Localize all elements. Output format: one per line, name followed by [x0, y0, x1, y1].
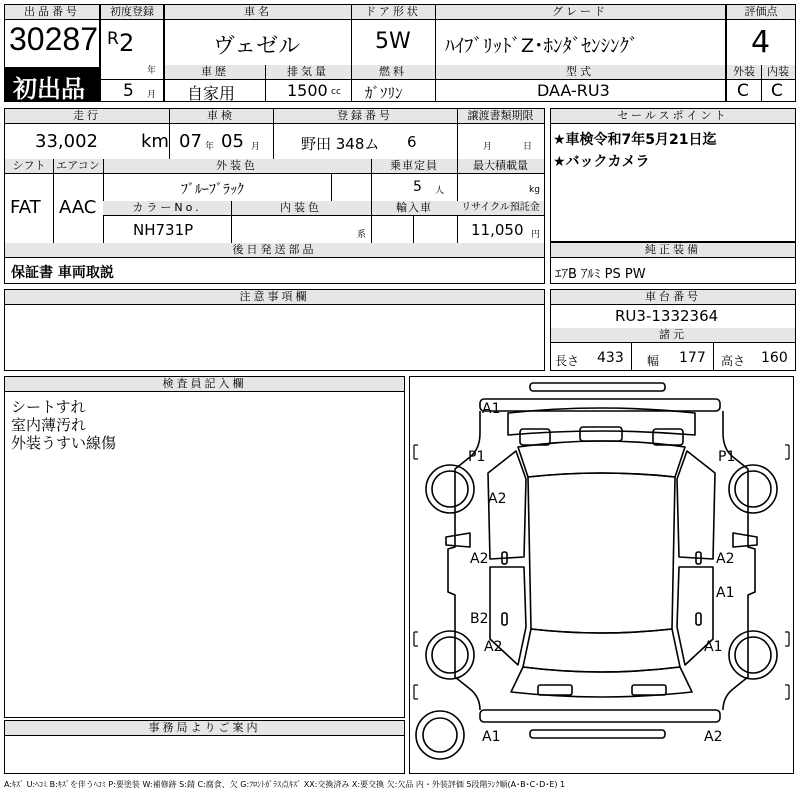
capacity-unit: 人: [435, 186, 445, 196]
inspection-month: 05: [221, 131, 244, 152]
chassis-number: RU3-1332364: [615, 307, 719, 325]
lot-label: 出品番号: [5, 5, 99, 20]
registration-month: 5: [123, 81, 134, 101]
history-divider: [265, 65, 266, 101]
length-divider: [631, 342, 632, 370]
mark-rear-bumper-right: A2: [704, 729, 723, 745]
name-label: 車名: [165, 5, 351, 20]
interior-color-divider: [371, 201, 372, 243]
import-label: 輸入車: [371, 201, 457, 216]
mark-rear-bumper-left: A1: [482, 729, 501, 745]
sales-point-label: セールスポイント: [551, 109, 795, 124]
mark-left-front-door: A2: [470, 551, 489, 567]
mileage-unit: km: [141, 131, 169, 152]
sales-point-1: ★車検令和7年5月21日迄: [553, 132, 717, 148]
mark-right-front-fender: P1: [718, 449, 736, 465]
notes-box: [4, 289, 545, 371]
inspector-note-2: 室内薄汚れ: [11, 416, 87, 434]
inspection-month-unit: 月: [251, 142, 261, 152]
inspector-note-3: 外装うすい線傷: [11, 434, 117, 452]
score-value: 4: [751, 25, 771, 60]
import-inner-divider: [413, 215, 414, 243]
load-unit: kg: [529, 185, 540, 195]
chassis-label: 車台番号: [551, 290, 795, 305]
registration-month-unit: 月: [147, 90, 157, 100]
mark-left-front-fender: P1: [468, 449, 486, 465]
door-divider: [435, 5, 436, 65]
width-value: 177: [679, 350, 706, 366]
color-no-divider: [231, 201, 232, 243]
specs-label: 諸元: [551, 328, 795, 343]
door-label: ドア形状: [351, 5, 435, 20]
plate-number: 6: [407, 133, 417, 151]
score-label: 評価点: [727, 5, 795, 20]
inspection-year: 07: [179, 131, 202, 152]
registration-label: 初度登録: [101, 5, 163, 20]
displacement-unit: cc: [331, 87, 341, 97]
load-label: 最大積載量: [457, 159, 544, 174]
equipment-value: ｴｱB ｱﾙﾐ PS PW: [555, 267, 646, 282]
color-no-label: カラーNo.: [103, 201, 231, 216]
mark-left-rear-quarter: A2: [484, 639, 503, 655]
fuel-divider: [435, 65, 436, 101]
car-outline: [410, 377, 793, 773]
inspection-divider: [273, 109, 274, 159]
length-value: 433: [597, 350, 624, 366]
mark-right-rear-door: A1: [716, 585, 735, 601]
equipment-label: 純正装備: [551, 243, 795, 258]
office-label: 事務局よりご案内: [5, 721, 404, 736]
interior-grade: C: [771, 81, 783, 101]
notes-label: 注意事項欄: [5, 290, 544, 305]
later-parts-value: 保証書 車両取説: [11, 265, 114, 281]
mileage-divider: [169, 109, 170, 159]
lot-number: 30287: [9, 21, 98, 57]
transfer-month-unit: 月: [483, 142, 493, 152]
registration-year-unit: 年: [147, 66, 157, 76]
details-table: [4, 108, 545, 284]
mark-right-rear-quarter: A1: [704, 639, 723, 655]
transfer-day-unit: 日: [523, 142, 533, 152]
door-type: 5W: [375, 29, 411, 54]
shift-label: シフト: [5, 159, 53, 174]
plate-divider: [457, 109, 458, 159]
interior-color-label: 内装色: [231, 201, 371, 216]
displacement-label: 排気量: [265, 65, 351, 80]
grade-value: ﾊｲﾌﾞﾘｯﾄﾞZ･ﾎﾝﾀﾞｾﾝｼﾝｸﾞ: [445, 35, 639, 57]
capacity-value: 5: [413, 179, 422, 195]
color-inner-divider: [331, 173, 332, 201]
registration-era: R: [107, 29, 119, 49]
registration-divider: [101, 79, 163, 80]
office-box: [4, 720, 405, 774]
displacement-value: 1500: [287, 81, 328, 100]
inspection-label: 車検: [169, 109, 273, 124]
capacity-divider: [371, 159, 372, 201]
width-label: 幅: [647, 354, 660, 368]
exterior-grade: C: [737, 81, 749, 101]
sales-point-2: ★バックカメラ: [553, 154, 650, 170]
mark-right-front-door: A2: [716, 551, 735, 567]
fuel-value: ｶﾞｿﾘﾝ: [365, 84, 403, 102]
fuel-label: 燃料: [351, 65, 435, 80]
equipment-box: [550, 242, 796, 284]
model-label: 型式: [435, 65, 725, 80]
interior-color-suffix: 系: [357, 230, 367, 240]
shift-divider: [53, 159, 54, 243]
mileage-value: 33,002: [35, 131, 98, 152]
damage-diagram: [409, 376, 794, 774]
inspector-note-1: シートすれ: [11, 398, 86, 416]
grade-divider: [761, 65, 762, 101]
vehicle-name: ヴェゼル: [213, 34, 301, 59]
lot-box: [4, 4, 100, 102]
later-parts-label: 後日発送部品: [5, 243, 544, 258]
name-divider: [351, 5, 352, 65]
name-box: [164, 4, 726, 102]
registration-box: [100, 4, 164, 102]
ac-value: AAC: [59, 197, 97, 218]
color-label: 外装色: [103, 159, 371, 174]
transfer-label: 譲渡書類期限: [457, 109, 544, 124]
length-label: 長さ: [555, 354, 580, 368]
sales-point-box: [550, 108, 796, 242]
exterior-grade-label: 外装: [727, 65, 761, 80]
recycle-value: 11,050: [471, 221, 524, 239]
color-no-value: NH731P: [133, 221, 194, 239]
height-label: 高さ: [721, 354, 746, 368]
shift-value: FAT: [10, 197, 41, 218]
mark-front-bumper: A1: [482, 401, 501, 417]
displacement-divider: [351, 65, 352, 101]
recycle-label: リサイクル預託金: [457, 201, 544, 216]
inspector-label: 検査員記入欄: [5, 377, 404, 392]
width-divider: [713, 342, 714, 370]
color-value: ﾌﾞﾙｰﾌﾞﾗｯｸ: [181, 182, 244, 198]
chassis-box: [550, 289, 796, 371]
legend: A:ｷｽﾞ U:ﾍｺﾐ B:ｷｽﾞを伴うﾍｺﾐ P:要塗装 W:補修跡 S:錆 C:腐食、欠 G:ﾌﾛﾝﾄｶﾞﾗｽ点ｷｽﾞ XX:交換済み X:要交換 欠:欠品 内・外装評価 5段階ﾗﾝｸ順(A･B･C･D･E) 1: [4, 780, 566, 789]
score-box: [726, 4, 796, 102]
mark-left-front-door-top: A2: [488, 491, 507, 507]
first-listing-label: 初出品: [13, 75, 85, 103]
registration-year: 2: [119, 29, 135, 57]
model-value: DAA-RU3: [537, 81, 610, 100]
interior-grade-label: 内装: [761, 65, 795, 80]
mileage-label: 走行: [5, 109, 169, 124]
capacity-label: 乗車定員: [371, 159, 457, 174]
recycle-unit: 円: [531, 230, 541, 240]
history-value: 自家用: [187, 84, 236, 103]
inspector-box: [4, 376, 405, 718]
plate-value: 野田 348ム: [301, 135, 380, 153]
mark-left-rear-door: B2: [470, 611, 489, 627]
history-label: 車歴: [165, 65, 265, 80]
plate-label: 登録番号: [273, 109, 457, 124]
height-value: 160: [761, 350, 788, 366]
grade-label: グレード: [435, 5, 725, 20]
ac-label: エアコン: [53, 159, 103, 174]
inspection-year-unit: 年: [205, 142, 215, 152]
